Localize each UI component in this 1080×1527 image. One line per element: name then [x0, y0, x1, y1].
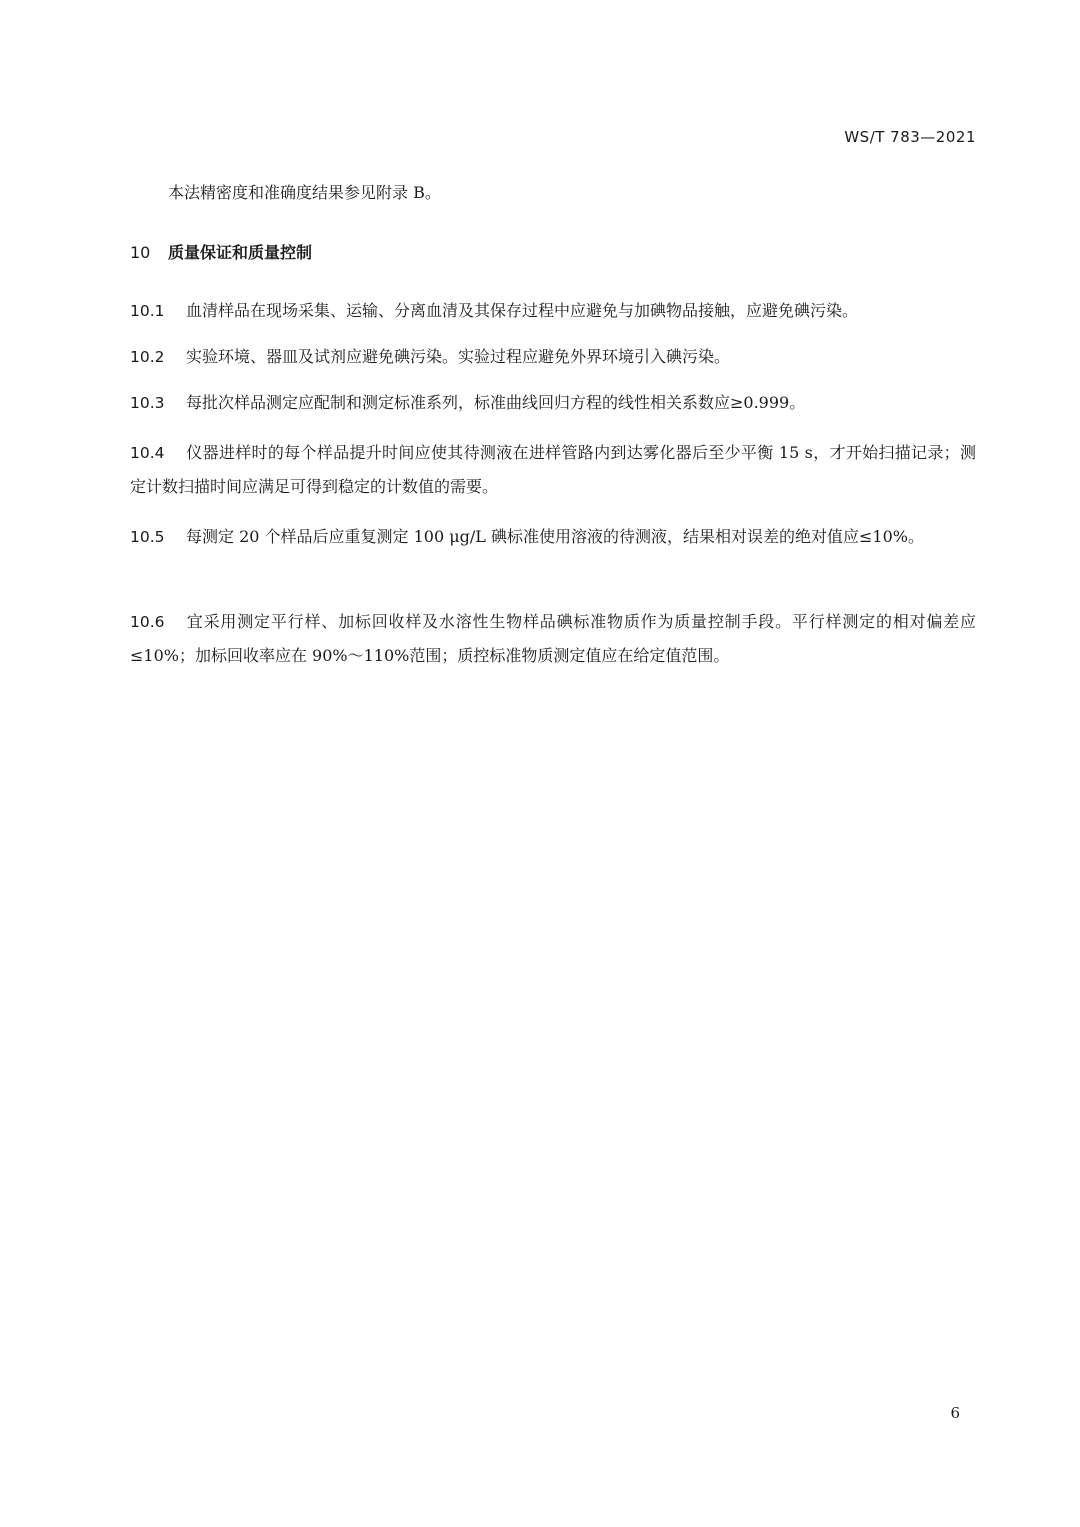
clause-text: 每测定 20 个样品后应重复测定 100 μg/L 碘标准使用溶液的待测液，结果相对误差的绝对值应≤10%。: [186, 527, 924, 546]
clause-number: 10.5: [130, 528, 165, 546]
clause-10-4: [130, 436, 976, 503]
intro-paragraph: 本法精密度和准确度结果参见附录 B。: [168, 183, 441, 202]
clause-10-1: [130, 294, 976, 328]
clause-text: 每批次样品测定应配制和测定标准系列，标准曲线回归方程的线性相关系数应≥0.999。: [186, 393, 806, 412]
section-title: 质量保证和质量控制: [168, 243, 313, 262]
clause-number: 10.3: [130, 394, 165, 412]
clause-text: 宜采用测定平行样、加标回收样及水溶性生物样品碘标准物质作为质量控制手段。平行样测定的相对偏差应≤10%；加标回收率应在 90%～110%范围；质控标准物质测定值应在给定值范围。: [130, 612, 976, 665]
clause-number: 10.6: [130, 613, 165, 631]
section-heading: [130, 240, 312, 263]
clause-number: 10.2: [130, 348, 165, 366]
clause-text: 实验环境、器皿及试剂应避免碘污染。实验过程应避免外界环境引入碘污染。: [186, 347, 731, 366]
clause-10-6: [130, 605, 976, 672]
clause-number: 10.1: [130, 302, 165, 320]
clause-text: 血清样品在现场采集、运输、分离血清及其保存过程中应避免与加碘物品接触，应避免碘污染。: [186, 301, 859, 320]
clause-10-5: [130, 520, 976, 554]
clause-10-2: [130, 340, 976, 374]
page-number: 6: [950, 1404, 960, 1422]
clause-number: 10.4: [130, 444, 165, 462]
section-number: 10: [130, 243, 151, 262]
clause-10-3: [130, 386, 976, 420]
clause-text: 仪器进样时的每个样品提升时间应使其待测液在进样管路内到达雾化器后至少平衡 15 s，才开始扫描记录；测定计数扫描时间应满足可得到稳定的计数值的需要。: [130, 443, 976, 496]
standard-code: WS/T 783—2021: [844, 128, 976, 146]
